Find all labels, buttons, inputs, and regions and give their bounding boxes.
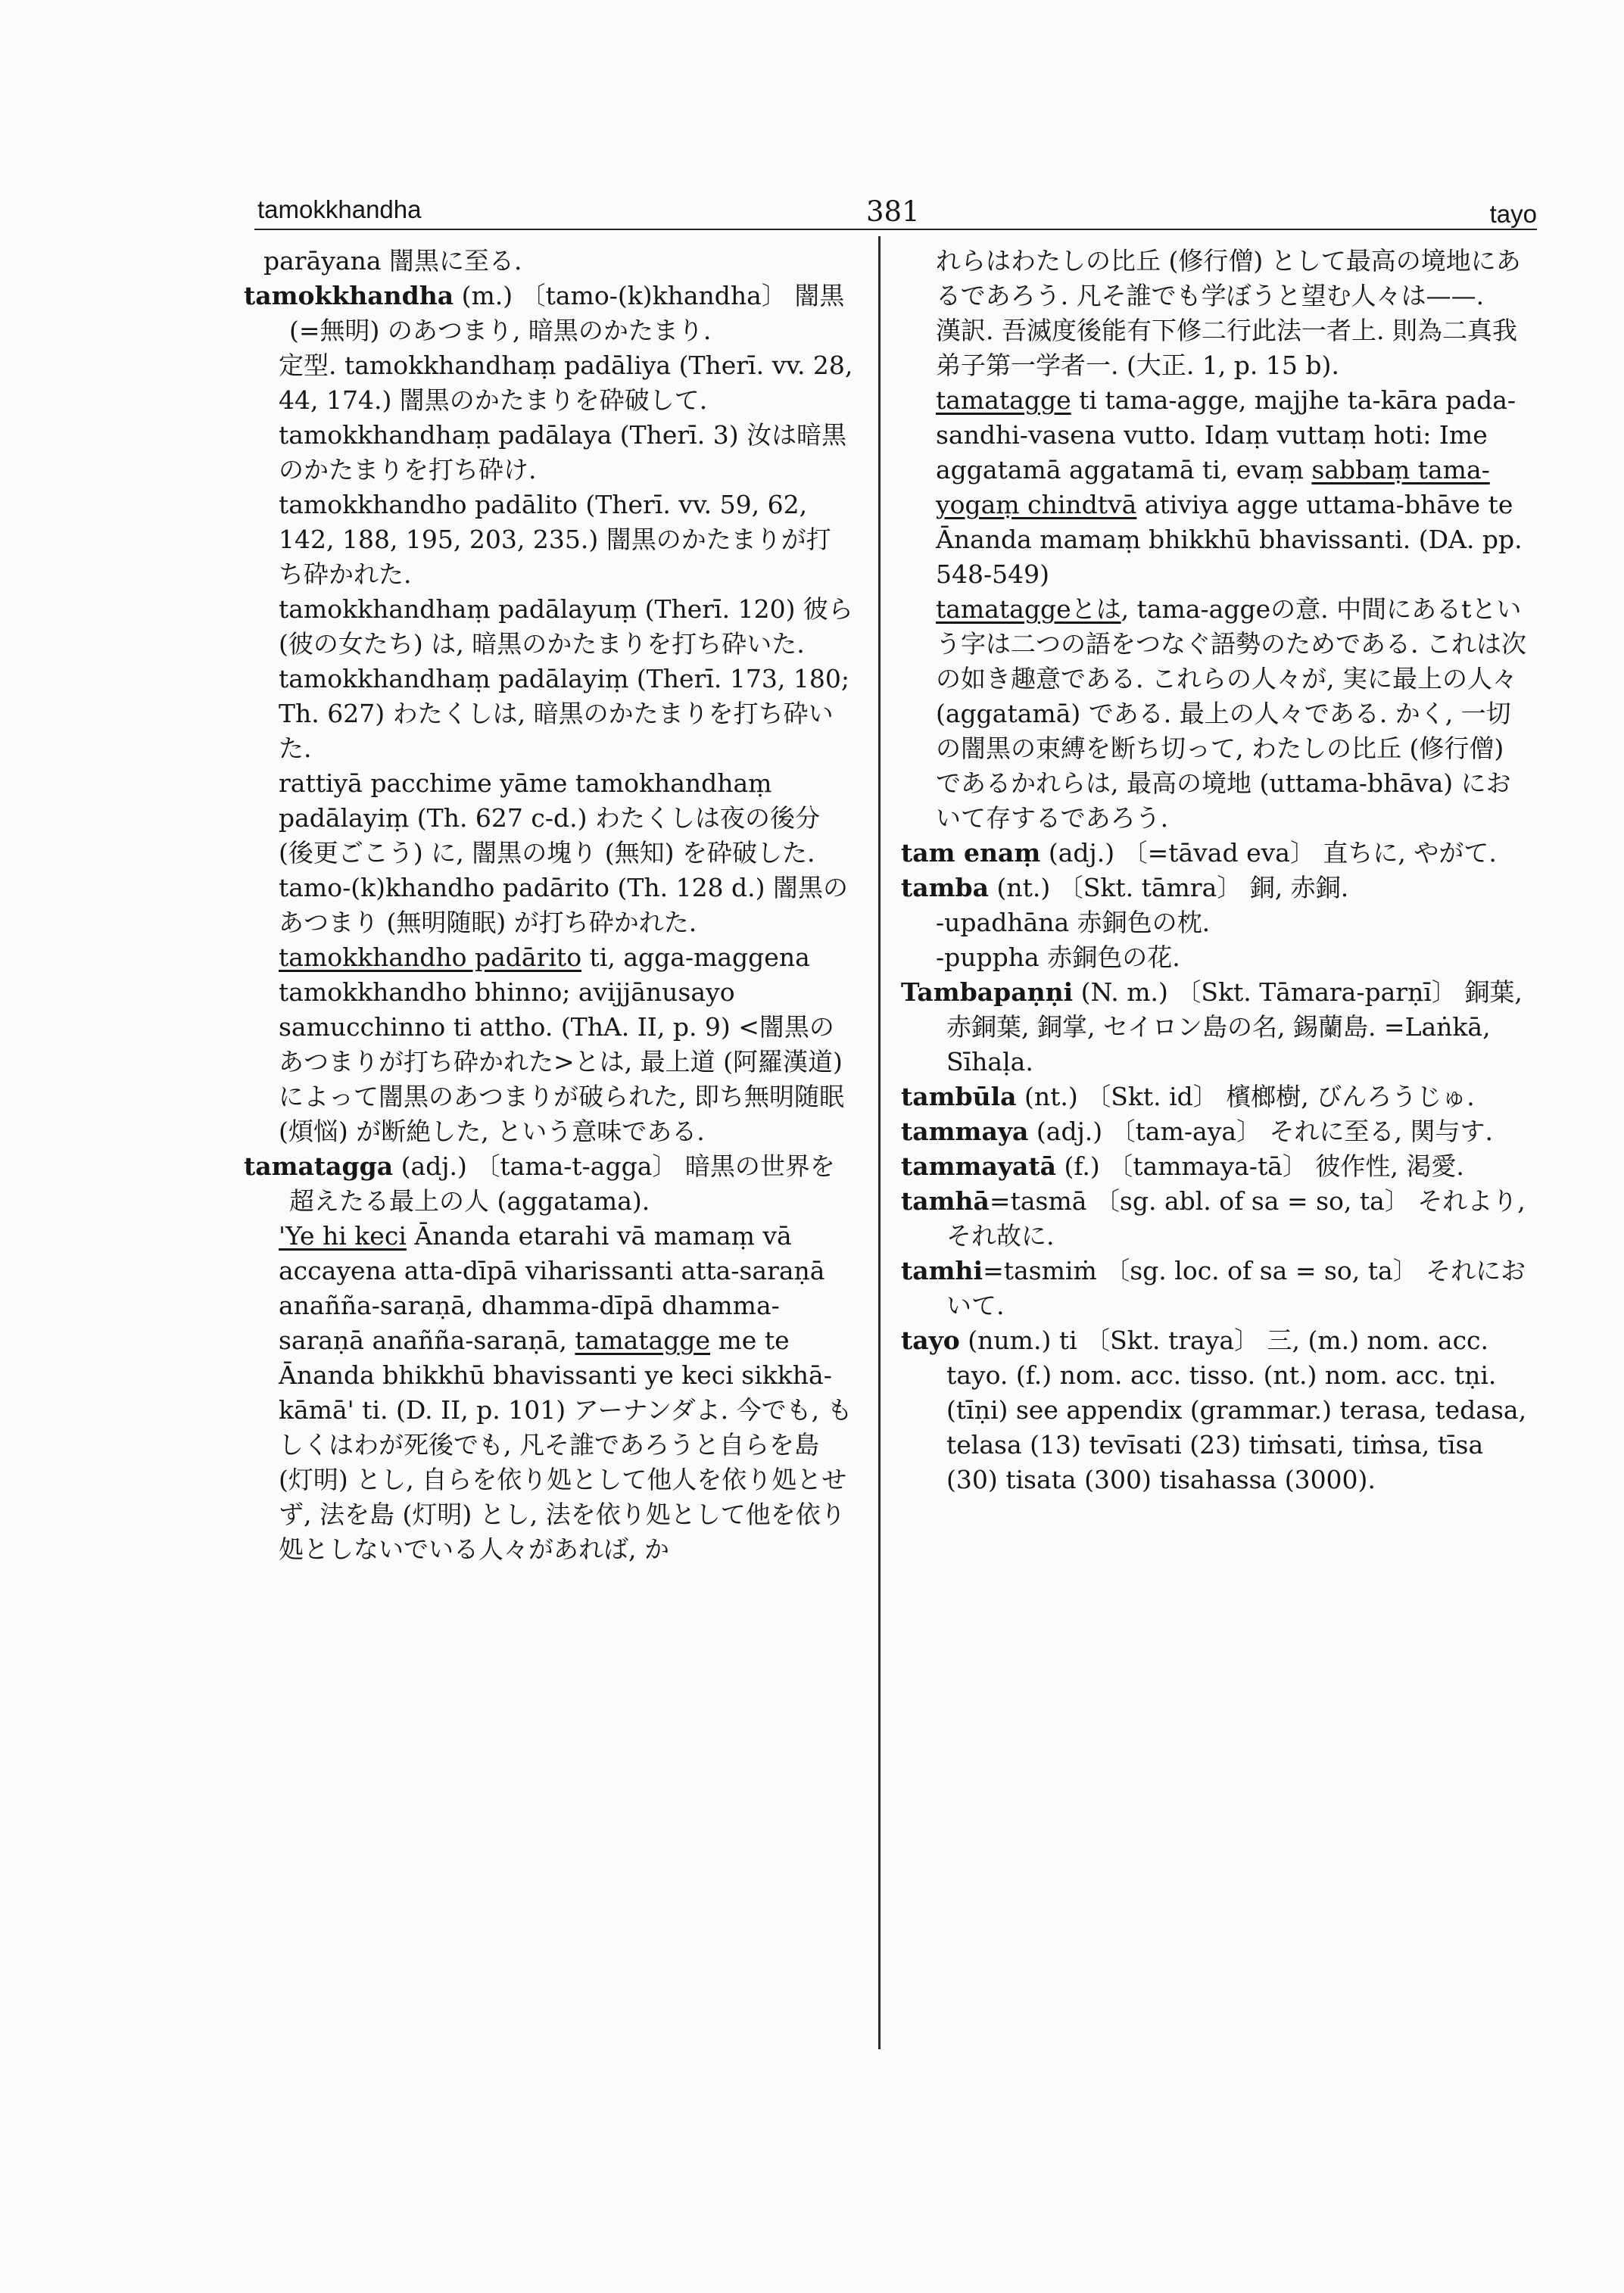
entry-tamba (901, 871, 1528, 905)
underlined-term: sabbaṃ tama-yogaṃ chindtvā (936, 455, 1490, 519)
left-guide-word: tamokkhandha (257, 195, 422, 223)
commentary-text: ti, agga-maggena tamokkhandho bhinno; avijjānusayo samucchinno ti attho. (ThA. II, p. 9) <闇黒のあつまりが打ち砕かれた>とは, 最上道 (阿羅漢道) によって闇黒のあつまりが破られた, 即ち無明随眠 (煩悩) が断絶した, という意味である. (279, 942, 844, 1146)
headword: tamokkhandha (244, 281, 454, 310)
headword: tamba (901, 873, 989, 902)
entry-body: (num.) ti 〔Skt. traya〕 三, (m.) nom. acc. tayo. (f.) nom. acc. tisso. (nt.) nom. acc. tṇi. (tīṇi) see appendix (grammar.) terasa, tedasa, telasa (13) tevīsati (23) tiṁsati, tiṁsa, tīsa (30) tisata (300) tisahassa (3000). (946, 1326, 1527, 1494)
headword: tayo (901, 1326, 960, 1355)
example: tamo-(k)khandho padārito (Th. 128 d.) 闇黒のあつまり (無明随眠) が打ち砕かれた. (279, 873, 849, 937)
entry-tam-enam (901, 836, 1528, 871)
entry-tambula (901, 1080, 1528, 1114)
entry-continuation: parāyana 闇黒に至る. (263, 246, 522, 276)
entry-body: (adj.) 〔tam-aya〕 それに至る, 関与す. (1028, 1117, 1493, 1146)
entry-tamhi (901, 1254, 1528, 1323)
page-number: 381 (866, 195, 920, 228)
header-rule (254, 229, 1537, 230)
sub-entry: -upadhāna 赤銅色の枕. (936, 908, 1211, 937)
underlined-term: tamataggeとは (936, 594, 1121, 624)
headword: tambūla (901, 1082, 1017, 1111)
right-column (901, 244, 1528, 1497)
page-header (257, 195, 1537, 233)
commentary-text: ativiya agge uttama-bhāve te Ānanda mamaṃ bhikkhū bhavissanti. (DA. pp. 548-549) (936, 490, 1523, 589)
left-column (244, 244, 853, 1567)
headword: tamatagga (244, 1151, 394, 1181)
entry-body: (N. m.) 〔Skt. Tāmara-parṇī〕 銅葉, 赤銅葉, 銅掌, セイロン島の名, 錫蘭島. =Laṅkā, Sīhaḷa. (946, 977, 1523, 1076)
entry-body: (f.) 〔tammaya-tā〕 彼作性, 渇愛. (1056, 1151, 1464, 1181)
entry-body: (nt.) 〔Skt. id〕 檳榔樹, びんろうじゅ. (1016, 1082, 1475, 1111)
quotation-continuation: れらはわたしの比丘 (修行僧) として最高の境地にあるであろう. 凡そ誰でも学ぼうと望む人々は——. (936, 246, 1521, 310)
entry-tammayata (901, 1149, 1528, 1184)
headword: tam enaṃ (901, 838, 1041, 868)
entry-tamokkhandha (244, 279, 853, 348)
headword: tammayatā (901, 1151, 1057, 1181)
headword: tamhā (901, 1186, 990, 1216)
example: tamokkhandhaṃ padālayuṃ (Therī. 120) 彼ら (彼の女たち) は, 暗黒のかたまりを打ち砕いた. (279, 594, 853, 659)
entry-body: (nt.) 〔Skt. tāmra〕 銅, 赤銅. (989, 873, 1349, 902)
underlined-term: 'Ye hi keci (279, 1221, 407, 1251)
entry-tamatagga (244, 1149, 853, 1219)
example: rattiyā pacchime yāme tamokhandhaṃ padālayiṃ (Th. 627 c-d.) わたくしは夜の後分 (後更ごこう) に, 闇黒の塊り (無知) を砕破した. (279, 768, 821, 868)
entry-tayo (901, 1323, 1528, 1497)
commentary-text: , tama-aggeの意. 中間にあるtという字は二つの語をつなぐ語勢のためである. これは次の如き趣意である. これらの人々が, 実に最上の人々 (aggatamā) である. 最上の人々である. かく, 一切の闇黒の束縛を断ち切って, わたしの比丘 (修行僧) であるかれらは, 最高の境地 (uttama-bhāva) において存するであろう. (936, 594, 1526, 833)
example: tamokkhandho padālito (Therī. vv. 59, 62, 142, 188, 195, 203, 235.) 闇黒のかたまりが打ち砕かれた. (279, 490, 831, 589)
headword: tammaya (901, 1117, 1029, 1146)
example: tamokkhandhaṃ padālaya (Therī. 3) 汝は暗黒のかたまりを打ち砕け. (279, 420, 847, 484)
sub-entry: -puppha 赤銅色の花. (936, 942, 1180, 972)
commentary-text: ti tama-agge, majjhe ta-kāra pada-sandhi-vasena vutto. Idaṃ vuttaṃ hoti: Ime aggatamā aggatamā ti, evaṃ (936, 385, 1516, 484)
entry-body: =tasmiṁ 〔sg. loc. of sa = so, ta〕 それにおいて. (946, 1256, 1526, 1320)
underlined-term: tamokkhandho padārito (279, 942, 582, 972)
chinese-translation: 漢訳. 吾滅度後能有下修二行此法一者上. 則為二真我弟子第一学者一. (大正. 1, p. 15 b). (936, 316, 1517, 380)
underlined-term: tamatagge (575, 1326, 711, 1355)
entry-tambapanni (901, 975, 1528, 1080)
quotation (244, 1219, 853, 1567)
entry-tamha (901, 1184, 1528, 1254)
example: 定型. tamokkhandhaṃ padāliya (Therī. vv. 28, 44, 174.) 闇黒のかたまりを砕破して. (279, 350, 853, 415)
entry-body: (adj.) 〔=tāvad eva〕 直ちに, やがて. (1040, 838, 1497, 868)
underlined-term: tamatagge (936, 385, 1071, 415)
quotation-text: Ānanda etarahi vā mamaṃ vā accayena atta-dīpā viharissanti atta-saraṇā anañña-saraṇā, dhamma-dīpā dhamma-saraṇā anañña-saraṇā, (279, 1221, 825, 1355)
entry-body: =tasmā 〔sg. abl. of sa = so, ta〕 それより, それ故に. (946, 1186, 1526, 1251)
headword: Tambapaṇṇi (901, 977, 1074, 1007)
headword: tamhi (901, 1256, 983, 1285)
quotation-text: me te Ānanda bhikkhū bhavissanti ye keci sikkhā-kāmā' ti. (D. II, p. 101) アーナンダよ. 今でも, もしくはわが死後でも, 凡そ誰であろうと自らを島 (灯明) とし, 自らを依り処として他人を依り処とせず, 法を島 (灯明) とし, 法を依り処として他を依り処としないでいる人々があれば, か (279, 1326, 853, 1564)
right-guide-word: tayo (1489, 200, 1537, 228)
commentary (244, 940, 853, 1149)
column-divider (878, 236, 881, 2049)
entry-tammaya (901, 1114, 1528, 1149)
commentary-translation (901, 592, 1528, 836)
commentary (901, 383, 1528, 592)
entry-body: (adj.) 〔tama-t-agga〕 暗黒の世界を超えたる最上の人 (aggatama). (289, 1151, 835, 1216)
example: tamokkhandhaṃ padālayiṃ (Therī. 173, 180; Th. 627) わたくしは, 暗黒のかたまりを打ち砕いた. (279, 664, 849, 763)
entry-body: (m.) 〔tamo-(k)khandha〕 闇黒 (=無明) のあつまり, 暗黒のかたまり. (289, 281, 845, 345)
